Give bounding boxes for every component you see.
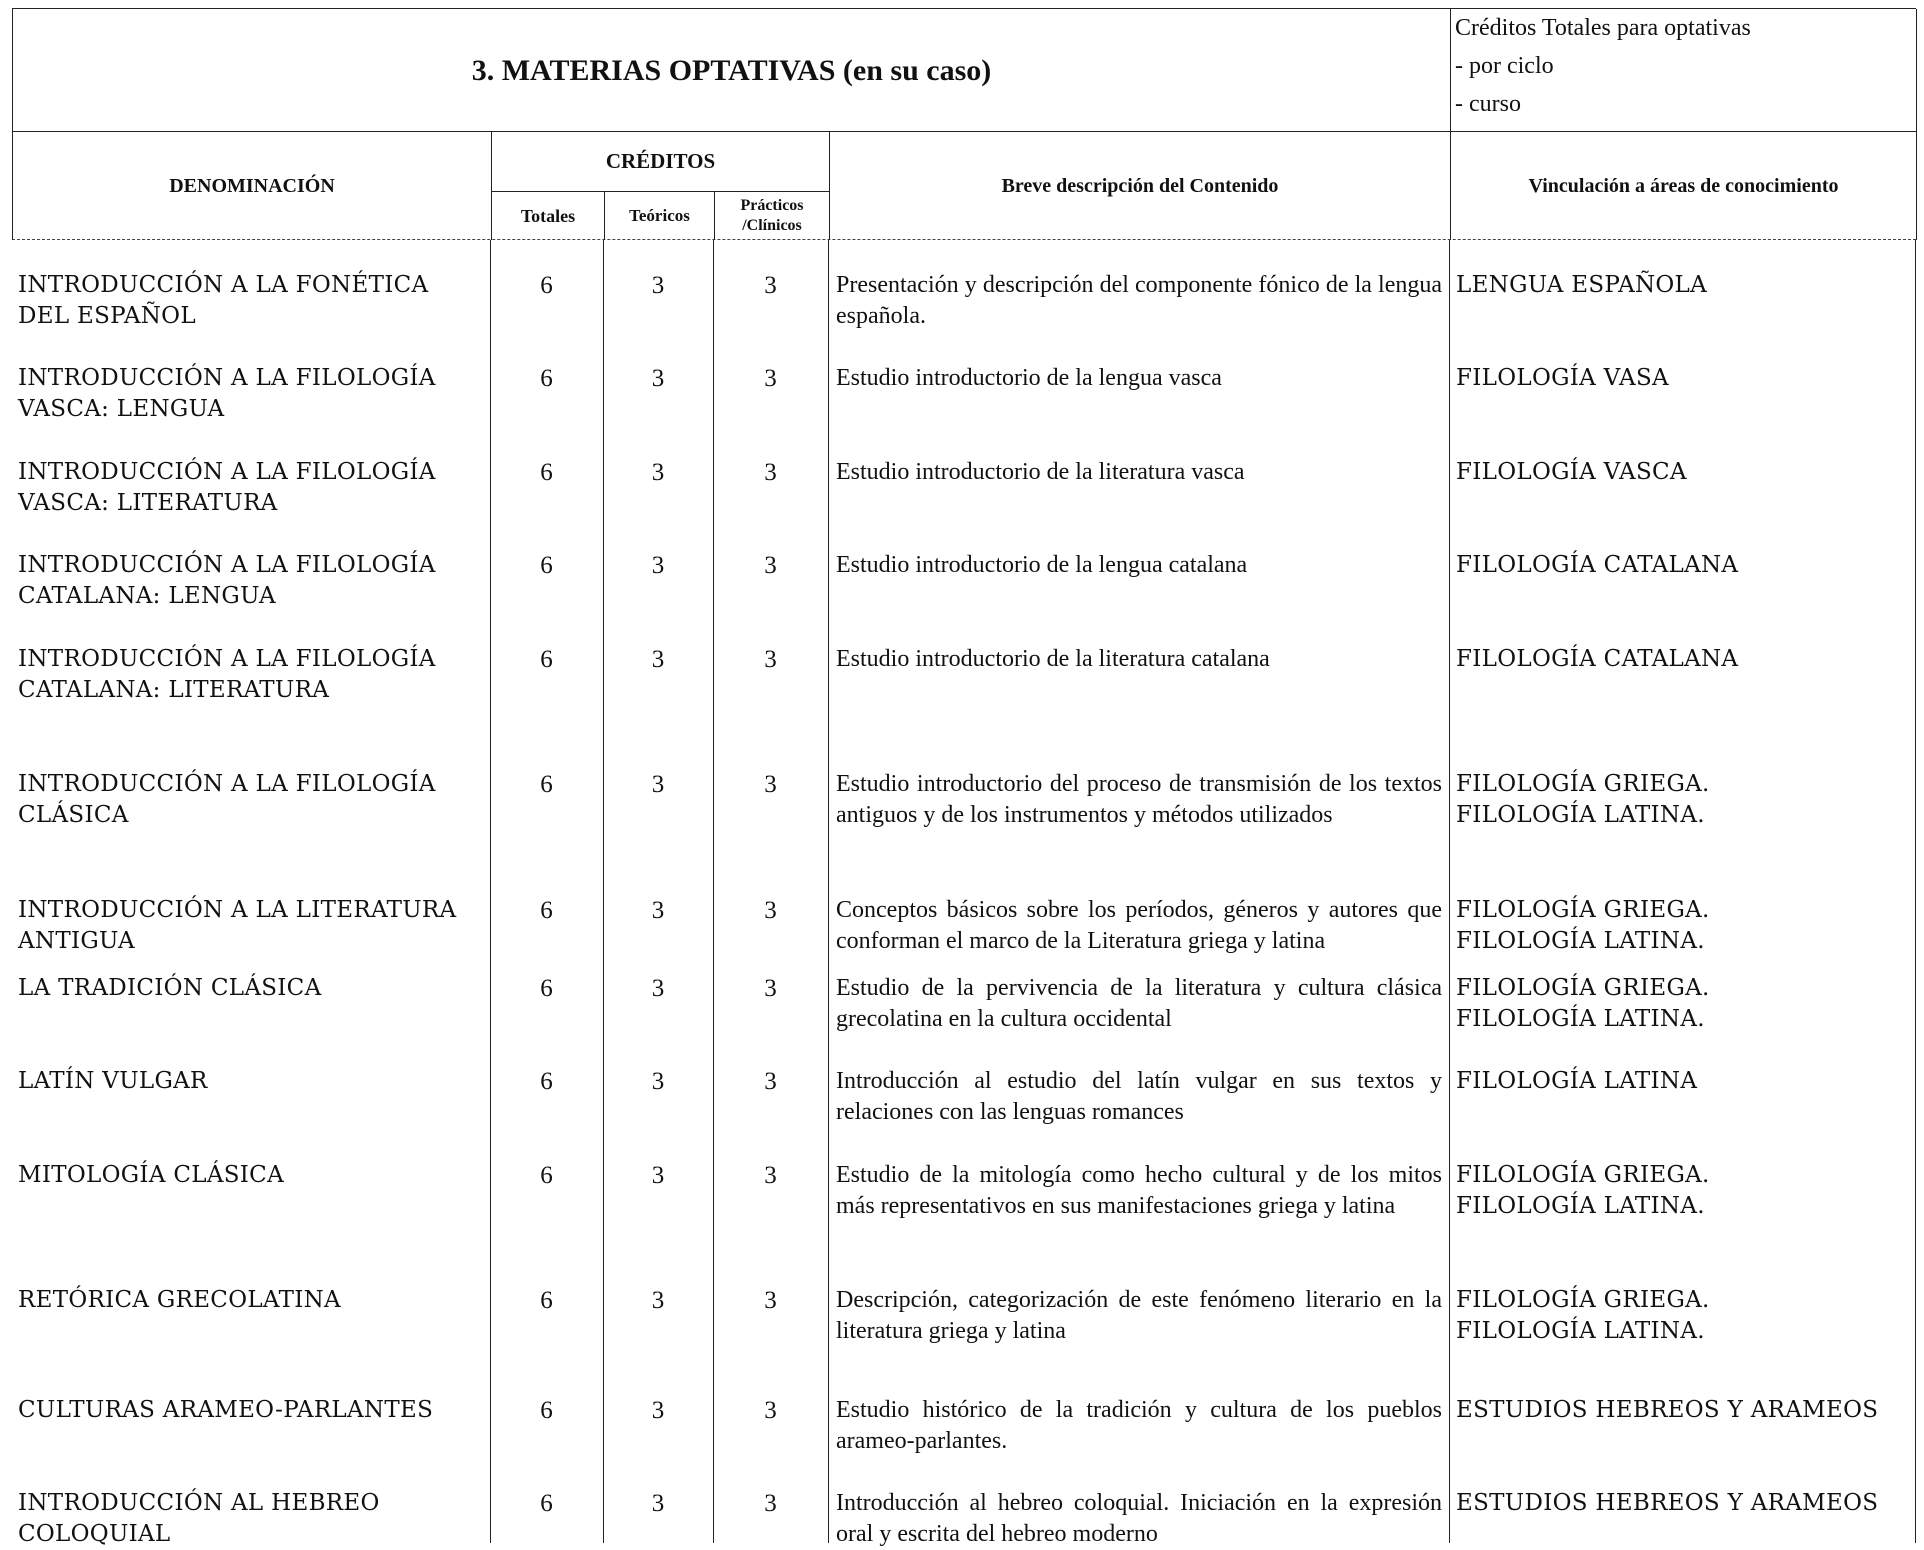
row-denominacion: MITOLOGÍA CLÁSICA [18, 1162, 284, 1188]
row-areas: FILOLOGÍA GRIEGA. FILOLOGÍA LATINA. [1456, 771, 1710, 828]
column-header-practicos: Prácticos /Clínicos [714, 192, 829, 240]
row-creditos-totales: 6 [540, 1397, 553, 1424]
row-descripcion: Estudio introductorio de la literatura vasca [836, 459, 1245, 485]
row-creditos-totales: 6 [540, 365, 553, 392]
row-descripcion: Estudio introductorio de la lengua vasca [836, 365, 1222, 391]
row-creditos-teoricos: 3 [651, 1397, 665, 1424]
row-creditos-teoricos: 3 [651, 552, 665, 579]
document-page [12, 8, 1916, 1547]
row-creditos-practicos: 3 [764, 975, 777, 1002]
row-creditos-teoricos: 3 [651, 975, 665, 1002]
row-creditos-teoricos: 3 [651, 365, 665, 392]
row-creditos-teoricos: 3 [651, 646, 665, 673]
row-descripcion: Estudio introductorio de la lengua catalana [836, 552, 1248, 578]
row-descripcion: Descripción, categorización de este fenómeno literario en la literatura griega y latina [836, 1287, 1442, 1344]
column-header-vinculacion: Vinculación a áreas de conocimiento [1450, 132, 1917, 240]
row-descripcion: Estudio de la pervivencia de la literatura y cultura clásica grecolatina en la cultura occidental [836, 975, 1442, 1032]
column-header-descripcion: Breve descripción del Contenido [829, 132, 1450, 240]
row-denominacion: INTRODUCCIÓN A LA FILOLOGÍA CATALANA: LITERATURA [18, 646, 436, 703]
row-creditos-practicos: 3 [764, 272, 777, 299]
row-creditos-totales: 6 [540, 1287, 553, 1314]
row-denominacion: INTRODUCCIÓN A LA FONÉTICA DEL ESPAÑOL [18, 272, 429, 329]
row-denominacion: INTRODUCCIÓN A LA FILOLOGÍA VASCA: LENGUA [18, 365, 436, 422]
row-creditos-practicos: 3 [764, 459, 777, 486]
row-creditos-teoricos: 3 [651, 1162, 665, 1189]
per-course-label: - curso [1455, 91, 1521, 117]
row-areas: FILOLOGÍA GRIEGA. FILOLOGÍA LATINA. [1456, 897, 1710, 954]
row-denominacion: CULTURAS ARAMEO-PARLANTES [18, 1397, 434, 1423]
row-denominacion: RETÓRICA GRECOLATINA [18, 1287, 341, 1313]
row-creditos-totales: 6 [540, 272, 553, 299]
column-divider [828, 240, 829, 1543]
row-creditos-teoricos: 3 [651, 272, 665, 299]
column-divider [1449, 240, 1450, 1543]
row-creditos-practicos: 3 [764, 1162, 777, 1189]
column-header-totales: Totales [491, 192, 604, 240]
table-body [12, 240, 1916, 1547]
section-header [12, 8, 1916, 132]
row-descripcion: Estudio histórico de la tradición y cultura de los pueblos arameo-parlantes. [836, 1397, 1442, 1454]
row-descripcion: Presentación y descripción del componente fónico de la lengua española. [836, 272, 1442, 329]
row-descripcion: Estudio introductorio de la literatura catalana [836, 646, 1270, 672]
row-denominacion: INTRODUCCIÓN A LA FILOLOGÍA CLÁSICA [18, 771, 436, 828]
table-header [12, 132, 1916, 240]
row-creditos-practicos: 3 [764, 646, 777, 673]
row-creditos-practicos: 3 [764, 1397, 777, 1424]
row-creditos-totales: 6 [540, 552, 553, 579]
row-creditos-teoricos: 3 [651, 771, 665, 798]
row-descripcion: Estudio de la mitología como hecho cultural y de los mitos más representativos en sus manifestaciones griega y latina [836, 1162, 1442, 1219]
column-divider [603, 240, 604, 1543]
row-creditos-totales: 6 [540, 459, 553, 486]
row-areas: FILOLOGÍA CATALANA [1456, 552, 1739, 578]
column-header-teoricos: Teóricos [604, 192, 714, 240]
row-creditos-totales: 6 [540, 1068, 553, 1095]
column-header-creditos: CRÉDITOS [491, 132, 829, 192]
row-creditos-teoricos: 3 [651, 897, 665, 924]
column-divider [1915, 240, 1916, 1543]
row-creditos-practicos: 3 [764, 365, 777, 392]
row-denominacion: LATÍN VULGAR [18, 1068, 208, 1094]
row-descripcion: Introducción al estudio del latín vulgar en sus textos y relaciones con las lenguas romances [836, 1068, 1442, 1125]
row-creditos-totales: 6 [540, 1490, 553, 1517]
row-descripcion: Conceptos básicos sobre los períodos, géneros y autores que conforman el marco de la Literatura griega y latina [836, 897, 1442, 954]
optional-credits-label: Créditos Totales para optativas [1455, 15, 1751, 41]
column-divider [490, 240, 491, 1543]
row-creditos-practicos: 3 [764, 1068, 777, 1095]
row-areas: LENGUA ESPAÑOLA [1456, 272, 1708, 298]
row-creditos-practicos: 3 [764, 897, 777, 924]
row-creditos-totales: 6 [540, 771, 553, 798]
optional-credits-box [1450, 9, 1917, 133]
row-areas: ESTUDIOS HEBREOS Y ARAMEOS [1456, 1397, 1879, 1423]
row-areas: FILOLOGÍA CATALANA [1456, 646, 1739, 672]
row-creditos-practicos: 3 [764, 552, 777, 579]
row-creditos-practicos: 3 [764, 1287, 777, 1314]
row-denominacion: INTRODUCCIÓN A LA FILOLOGÍA CATALANA: LENGUA [18, 552, 436, 609]
row-creditos-practicos: 3 [764, 1490, 777, 1517]
row-areas: FILOLOGÍA LATINA [1456, 1068, 1698, 1094]
row-creditos-totales: 6 [540, 646, 553, 673]
row-creditos-totales: 6 [540, 975, 553, 1002]
row-creditos-totales: 6 [540, 1162, 553, 1189]
row-denominacion: INTRODUCCIÓN A LA FILOLOGÍA VASCA: LITERATURA [18, 459, 436, 516]
row-creditos-teoricos: 3 [651, 459, 665, 486]
row-areas: ESTUDIOS HEBREOS Y ARAMEOS [1456, 1490, 1879, 1516]
row-areas: FILOLOGÍA VASCA [1456, 459, 1687, 485]
row-creditos-teoricos: 3 [651, 1287, 665, 1314]
row-creditos-totales: 6 [540, 897, 553, 924]
row-denominacion: INTRODUCCIÓN AL HEBREO COLOQUIAL [18, 1490, 380, 1547]
row-creditos-practicos: 3 [764, 771, 777, 798]
per-cycle-label: - por ciclo [1455, 53, 1554, 79]
row-areas: FILOLOGÍA GRIEGA. FILOLOGÍA LATINA. [1456, 975, 1710, 1032]
row-creditos-teoricos: 3 [651, 1068, 665, 1095]
row-denominacion: LA TRADICIÓN CLÁSICA [18, 975, 322, 1001]
row-areas: FILOLOGÍA GRIEGA. FILOLOGÍA LATINA. [1456, 1162, 1710, 1219]
column-header-denominacion: DENOMINACIÓN [169, 174, 335, 197]
row-denominacion: INTRODUCCIÓN A LA LITERATURA ANTIGUA [18, 897, 457, 954]
row-descripcion: Estudio introductorio del proceso de transmisión de los textos antiguos y de los instrumentos y métodos utilizados [836, 771, 1442, 828]
row-creditos-teoricos: 3 [651, 1490, 665, 1517]
section-title: 3. MATERIAS OPTATIVAS (en su caso) [471, 54, 992, 87]
row-areas: FILOLOGÍA VASA [1456, 365, 1669, 391]
row-areas: FILOLOGÍA GRIEGA. FILOLOGÍA LATINA. [1456, 1287, 1710, 1344]
column-divider [713, 240, 714, 1543]
row-descripcion: Introducción al hebreo coloquial. Iniciación en la expresión oral y escrita del hebreo moderno [836, 1490, 1442, 1547]
